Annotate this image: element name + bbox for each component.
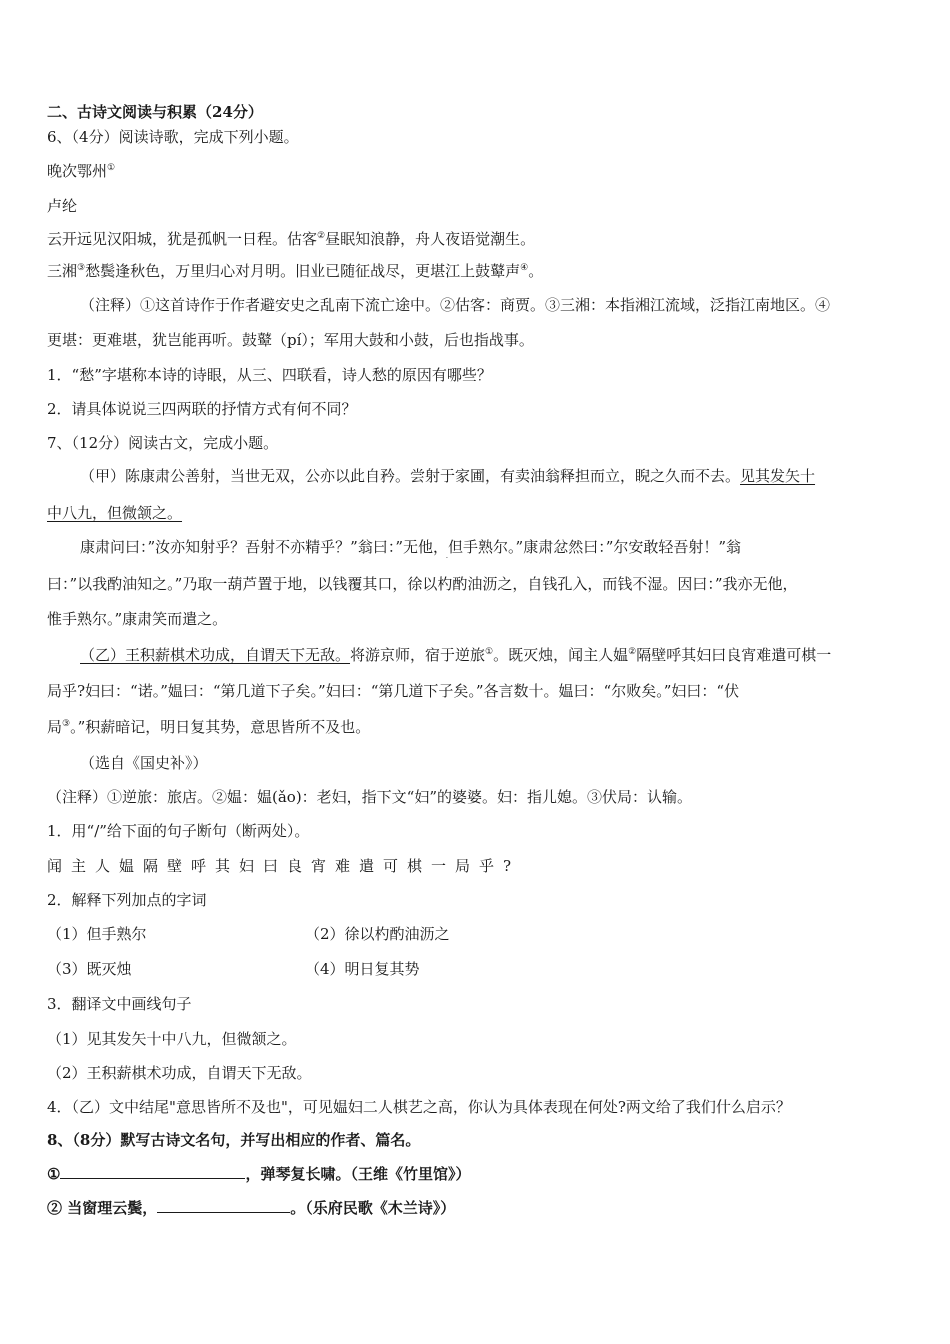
yi-line-1-b: 。既灭烛，闻主人媪 <box>493 646 629 664</box>
poem-line-2-note: ③ <box>77 263 86 273</box>
q7-source: （选自《国史补》） <box>80 754 208 772</box>
q8-item-2 <box>47 1196 906 1219</box>
q7-sub-3-item-1: （1）见其发矢十中八九，但微颔之。 <box>47 1030 297 1048</box>
yi-line-1-note: ① <box>485 647 494 657</box>
q6-sub-1: 1．“愁”字堪称本诗的诗眼，从三、四联看，诗人愁的原因有哪些？ <box>47 366 492 384</box>
jia-p2-dotted-word: 但 . <box>448 538 463 556</box>
poem-line-2 <box>47 260 906 282</box>
q7-sub-3: 3．翻译文中画线句子 <box>47 995 192 1013</box>
q7-sub-3-item-2: （2）王积薪棋术功成，自谓天下无敌。 <box>47 1064 312 1082</box>
q7-sub-1: 1．用“/”给下面的句子断句（断两处）。 <box>47 822 310 840</box>
q8-item-2-text: 。（乐府民歌《木兰诗》） <box>290 1199 456 1217</box>
poem-line-2-a: 三湘 <box>47 262 78 280</box>
q7-sub-2-item-2: （2）徐以杓酌油沥之 <box>305 925 450 943</box>
q7-sub-2-row-2 <box>47 958 906 980</box>
jia-p2-line-2: 曰：”以我酌油知之。”乃取一葫芦置于地，以钱覆其口，徐以杓酌油沥之，自钱孔入，而钱不湿。因曰：”我亦无他， <box>47 575 798 593</box>
jia-p2-line-3: 惟手熟尔。”康肃笑而遣之。 <box>47 610 228 628</box>
jia-line-2 <box>47 502 906 524</box>
yi-line-1-underlined: （乙）王积薪棋术功成，自谓天下无敌。 <box>80 646 351 664</box>
yi-line-3-note: ③ <box>62 719 71 729</box>
section-title: 二、古诗文阅读与积累（24分） <box>47 103 263 121</box>
q8-item-1 <box>47 1162 906 1185</box>
q6-note-line-1: （注释）①这首诗作于作者避安史之乱南下流亡途中。②估客：商贾。③三湘：本指湘江流域，泛指江南地区。④ <box>80 296 831 314</box>
q8-item-2-prefix: ② 当窗理云鬓， <box>47 1199 158 1217</box>
poem-line-2-note2: ④ <box>520 263 529 273</box>
q8-item-1-text: ，弹琴复长啸。（王维《竹里馆》） <box>245 1165 471 1183</box>
q7-sub-2-item-3: （3）既灭烛 <box>47 960 132 978</box>
q8-item-1-blank <box>60 1162 245 1179</box>
yi-line-3 <box>47 716 906 738</box>
q8-item-1-prefix: ① <box>47 1165 61 1183</box>
q8-stem: 8、（8分）默写古诗文名句，并写出相应的作者、篇名。 <box>47 1131 421 1149</box>
q7-sub-2-row-1 <box>47 923 906 945</box>
jia-p2-line-1-b: 手熟尔。”康肃忿然曰：”尔安敢轻吾射！”翁 <box>463 538 742 556</box>
q6-stem: 6、（4分）阅读诗歌，完成下列小题。 <box>47 128 299 146</box>
poem-line-1-b: 昼眠知浪静，舟人夜语觉潮生。 <box>325 230 536 248</box>
q7-sub-4: 4．（乙）文中结尾"意思皆所不及也"，可见媪妇二人棋艺之高，你认为具体表现在何处?两文给了我们什么启示？ <box>47 1098 791 1116</box>
poem-line-2-b: 愁鬓逢秋色，万里归心对月明。旧业已随征战尽，更堪江上鼓鼙声 <box>85 262 521 280</box>
q7-sub-2: 2．解释下列加点的字词 <box>47 891 207 909</box>
poem-author: 卢纶 <box>47 197 78 215</box>
q7-notes: （注释）①逆旅：旅店。②媪：媪(ǎo)：老妇，指下文“妇”的婆婆。妇：指儿媳。③伏局：认输。 <box>47 788 693 806</box>
poem-line-2-c: 。 <box>528 262 544 280</box>
q8-item-2-blank <box>157 1196 290 1213</box>
q7-stem: 7、（12分）阅读古文，完成小题。 <box>47 434 279 452</box>
yi-line-2: 局乎?妇曰：“诺。”媪曰：“第几道下子矣。”妇曰：“第几道下子矣。”各言数十。媪曰：“尔败矣。”妇曰：“伏 <box>47 682 740 700</box>
yi-line-1-c: 隔壁呼其妇曰良宵难遣可棋一 <box>636 646 832 664</box>
jia-line-1 <box>80 465 906 487</box>
jia-p2-line-1 <box>80 536 906 558</box>
yi-line-3-a: 局 <box>47 718 63 736</box>
jia-line-1-text: （甲）陈康肃公善射，当世无双，公亦以此自矜。尝射于家圃，有卖油翁释担而立，睨之久而不去。 <box>80 467 741 485</box>
yi-line-3-b: 。”积薪暗记，明日复其势，意思皆所不及也。 <box>70 718 371 736</box>
yi-line-1-a: 将游京师，宿于逆旅 <box>350 646 486 664</box>
jia-line-1-underlined: 见其发矢十 <box>740 467 816 485</box>
q7-sub-2-item-4: （4）明日复其势 <box>305 960 420 978</box>
jia-line-2-underlined: 中八九，但微颔之。 <box>47 504 183 522</box>
yi-line-1 <box>80 644 906 666</box>
jia-p2-line-1-a: 康肃问曰：”汝亦知射乎？吾射不亦精乎？”翁曰：”无他， <box>80 538 449 556</box>
yi-line-1-note2: ② <box>628 647 637 657</box>
q6-note-line-2: 更堪：更难堪，犹岂能再听。鼓鼙（pí）；军用大鼓和小鼓，后也指战事。 <box>47 331 534 349</box>
q7-sub-1-sentence: 闻主人媪隔壁呼其妇曰良宵难遣可棋一局乎? <box>47 857 521 875</box>
q7-sub-2-item-1: （1）但手熟尔 <box>47 925 147 943</box>
poem-line-1-note: ② <box>317 231 326 241</box>
poem-title-text: 晚次鄂州 <box>47 162 108 180</box>
poem-line-1-a: 云开远见汉阳城，犹是孤帆一日程。估客 <box>47 230 318 248</box>
poem-line-1 <box>47 228 906 250</box>
poem-title <box>47 160 906 182</box>
poem-title-note: ① <box>107 163 116 173</box>
q6-sub-2: 2．请具体说说三四两联的抒情方式有何不同？ <box>47 400 357 418</box>
